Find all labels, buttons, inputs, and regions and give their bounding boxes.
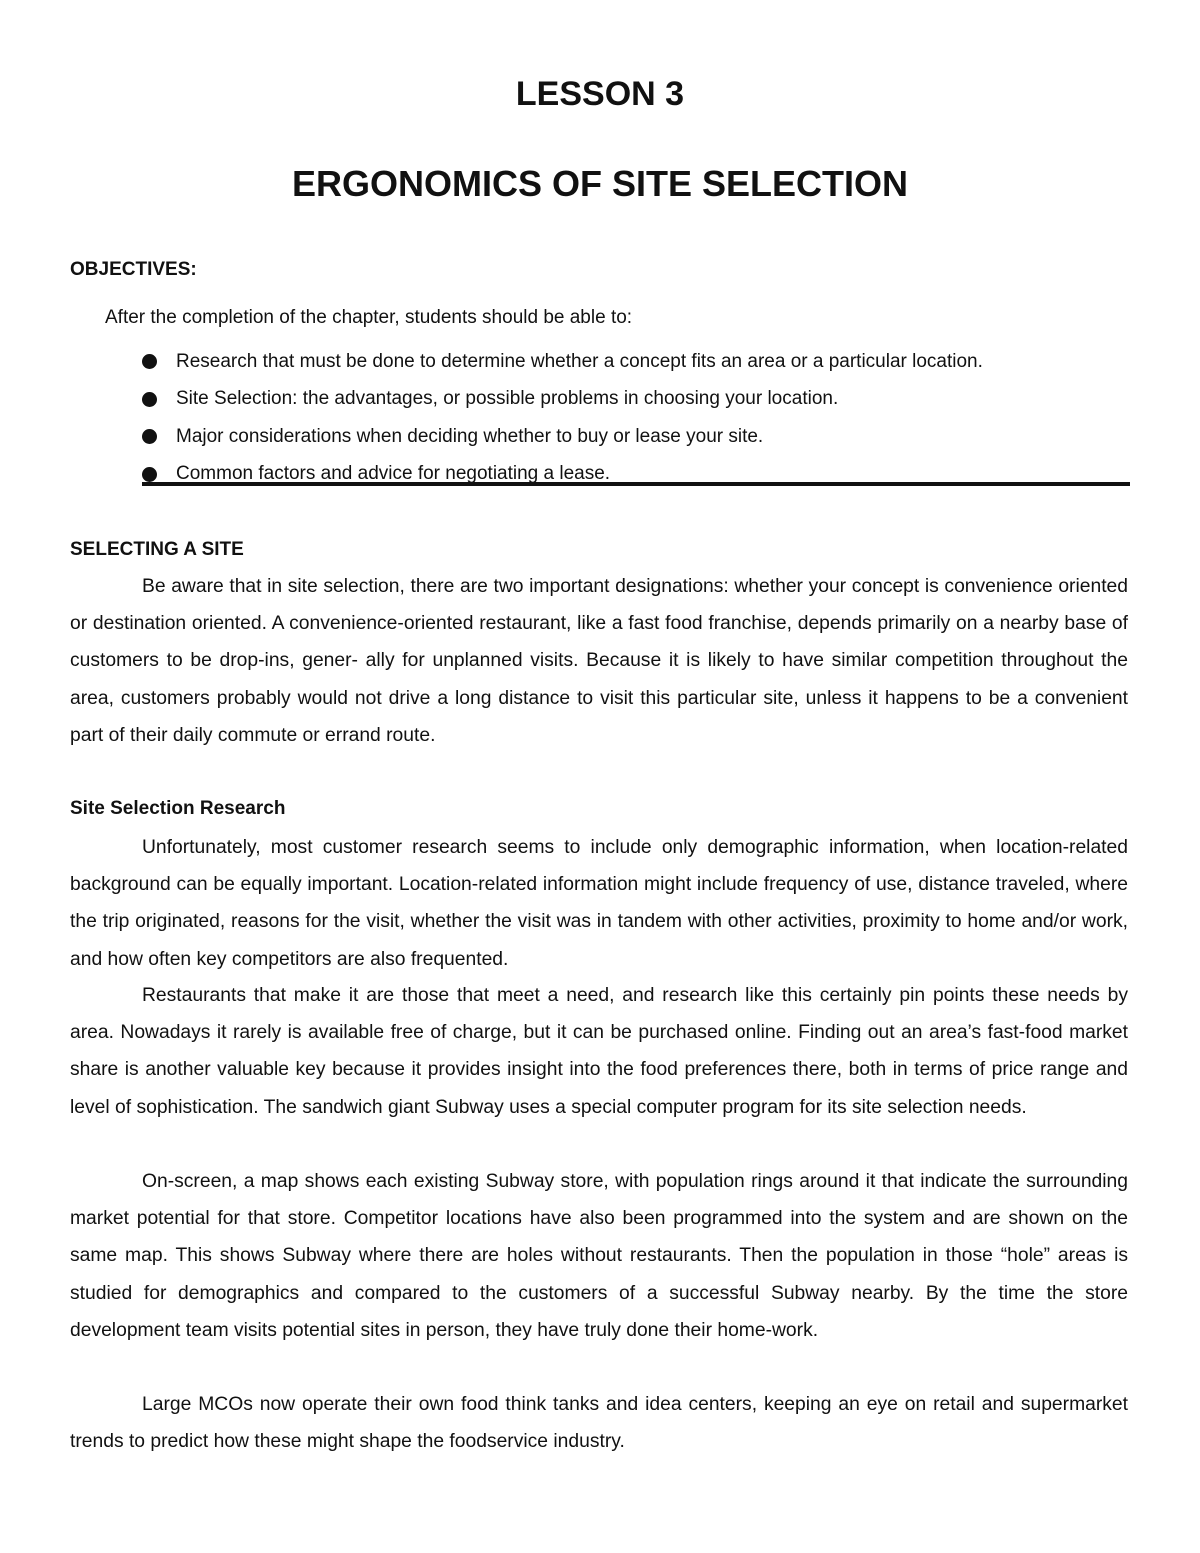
list-item (142, 418, 1130, 456)
list-item (142, 456, 1130, 494)
objective-text: Major considerations when deciding whether to buy or lease your site. (176, 425, 764, 447)
list-item (142, 381, 1130, 419)
research-paragraph-2: Restaurants that make it are those that meet a need, and research like this certainly pin points these needs by area. Nowadays it rarely is available free of charge, but it can be purchased online. Finding out an area’s fast-food market share is another valuable key because it provides insight into the food preferences there, both in terms of price range and level of sophistication. The sandwich giant Subway uses a special computer program for its site selection needs. (70, 985, 1128, 1118)
section-divider (142, 482, 1130, 486)
chapter-title: ERGONOMICS OF SITE SELECTION (291, 163, 909, 204)
bullet-icon (142, 429, 157, 444)
selecting-site-heading: SELECTING A SITE (70, 539, 244, 560)
research-paragraph-1: Unfortunately, most customer research seems to include only demographic information, when location-related background can be equally important. Location-related information might include frequency of use, distance traveled, where the trip originated, reasons for the visit, whether the visit was in tandem with other activities, proximity to home and/or work, and how often key competitors are also frequented. (70, 837, 1128, 970)
objectives-intro: After the completion of the chapter, students should be able to: (105, 307, 633, 328)
bullet-icon (142, 392, 157, 407)
objectives-heading: OBJECTIVES: (70, 259, 197, 280)
research-paragraph-3: On-screen, a map shows each existing Subway store, with population rings around it that indicate the surrounding market potential for that store. Competitor locations have also been programmed into the system and are shown on the same map. This shows Subway where there are holes without restaurants. Then the population in those “hole” areas is studied for demographics and compared to the customers of a successful Subway nearby. By the time the store development team visits potential sites in person, they have truly done their home-work. (70, 1171, 1128, 1341)
selecting-site-paragraph: Be aware that in site selection, there are two important designations: whether your concept is convenience oriented or destination oriented. A convenience-oriented restaurant, like a fast food franchise, depends primarily on a nearby base of customers to be drop-ins, gener- ally for unplanned visits. Because it is likely to have similar competition throughout the area, customers probably would not drive a long distance to visit this particular site, unless it happens to be a convenient part of their daily commute or errand route. (70, 576, 1128, 746)
list-item (142, 343, 1130, 381)
objective-text: Research that must be done to determine whether a concept fits an area or a particular location. (176, 350, 983, 372)
site-research-heading: Site Selection Research (70, 798, 286, 819)
objectives-list (142, 343, 1130, 493)
objective-text: Common factors and advice for negotiating a lease. (176, 463, 611, 485)
objective-text: Site Selection: the advantages, or possible problems in choosing your location. (176, 388, 839, 410)
lesson-number-title: LESSON 3 (515, 75, 685, 113)
research-paragraph-4: Large MCOs now operate their own food think tanks and idea centers, keeping an eye on retail and supermarket trends to predict how these might shape the foodservice industry. (70, 1394, 1128, 1453)
bullet-icon (142, 467, 157, 482)
bullet-icon (142, 354, 157, 369)
